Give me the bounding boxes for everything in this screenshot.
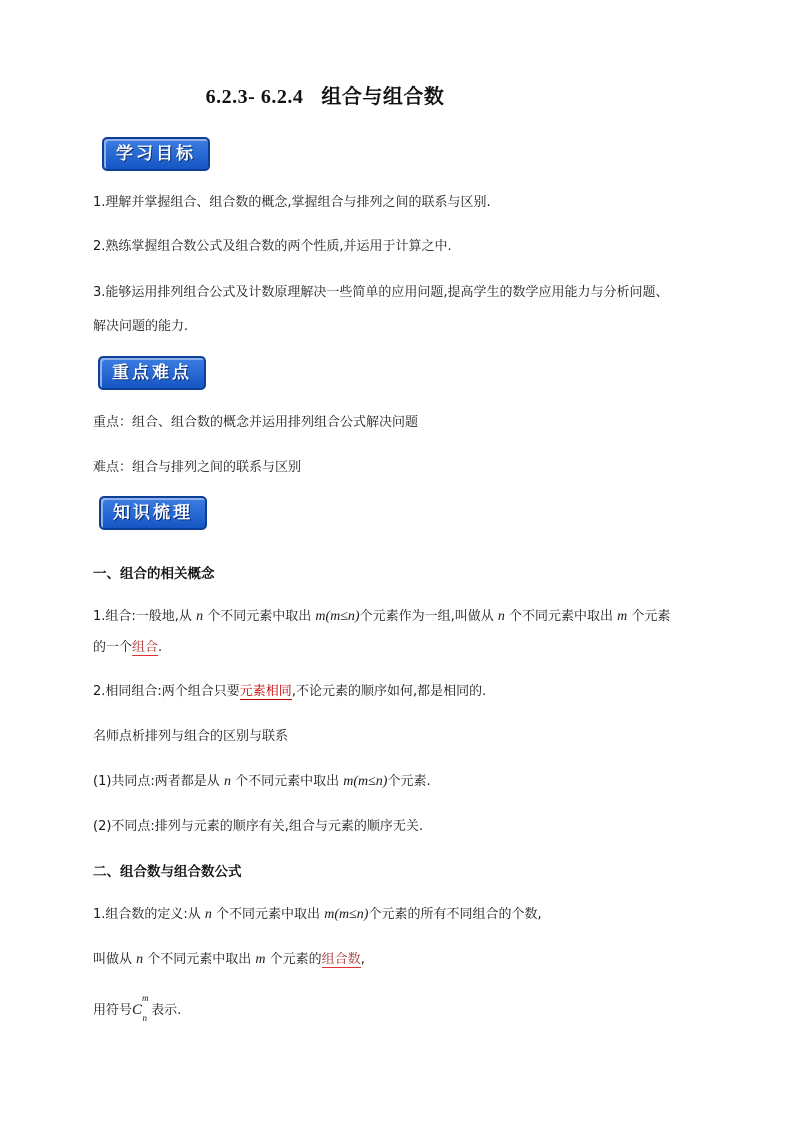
page-title (0, 80, 650, 109)
section-heading-2: 二、组合数与组合数公式 (93, 864, 242, 880)
title-number: 6.2.3- 6.2.4 (205, 86, 304, 108)
objective-3-line2: 解决问题的能力. (93, 319, 189, 334)
note-title: 名师点析排列与组合的区别与联系 (93, 729, 289, 744)
term-combination-number: 组合数 (321, 952, 361, 967)
knowledge-badge: 知识梳理 (99, 496, 207, 530)
term-combination: 组合 (132, 640, 159, 655)
concept-2: 2.相同组合:两个组合只要元素相同,不论元素的顺序如何,都是相同的. (93, 684, 487, 699)
objective-3 (93, 282, 733, 338)
objectives-badge: 学习目标 (102, 137, 210, 171)
keypoints-badge: 重点难点 (98, 356, 206, 390)
definition-line1: 1.组合数的定义:从 n 个不同元素中取出 m(m≤n)个元素的所有不同组合的个数, (93, 907, 542, 922)
objective-2: 2.熟练掌握组合数公式及组合数的两个性质,并运用于计算之中. (93, 239, 452, 254)
section-heading-1: 一、组合的相关概念 (93, 566, 215, 582)
note-2: (2)不同点:排列与元素的顺序有关,组合与元素的顺序无关. (93, 819, 424, 834)
note-1: (1)共同点:两者都是从 n 个不同元素中取出 m(m≤n)个元素. (93, 774, 431, 789)
term-same-elements: 元素相同 (239, 684, 292, 699)
definition-line2: 叫做从 n 个不同元素中取出 m 个元素的组合数, (93, 952, 365, 967)
title-text: 组合与组合数 (321, 84, 445, 108)
difficult-point: 难点：组合与排列之间的联系与区别 (93, 460, 302, 475)
definition-line3: 用符号$C^m_n$ 表示. (93, 993, 182, 1023)
concept-1-line2: 的一个组合. (93, 640, 163, 655)
objective-3-line1: 3.能够运用排列组合公式及计数原理解决一些简单的应用问题,提高学生的数学应用能力与分析问题、 (93, 285, 669, 300)
concept-1-line1: 1.组合:一般地,从 n 个不同元素中取出 m(m≤n)个元素作为一组,叫做从 n 个不同元素中取出 m 个元素 (93, 609, 671, 624)
key-point: 重点：组合、组合数的概念并运用排列组合公式解决问题 (93, 415, 419, 430)
combination-symbol: $C^m_n$ (132, 993, 149, 1023)
objective-1: 1.理解并掌握组合、组合数的概念,掌握组合与排列之间的联系与区别. (93, 195, 491, 210)
